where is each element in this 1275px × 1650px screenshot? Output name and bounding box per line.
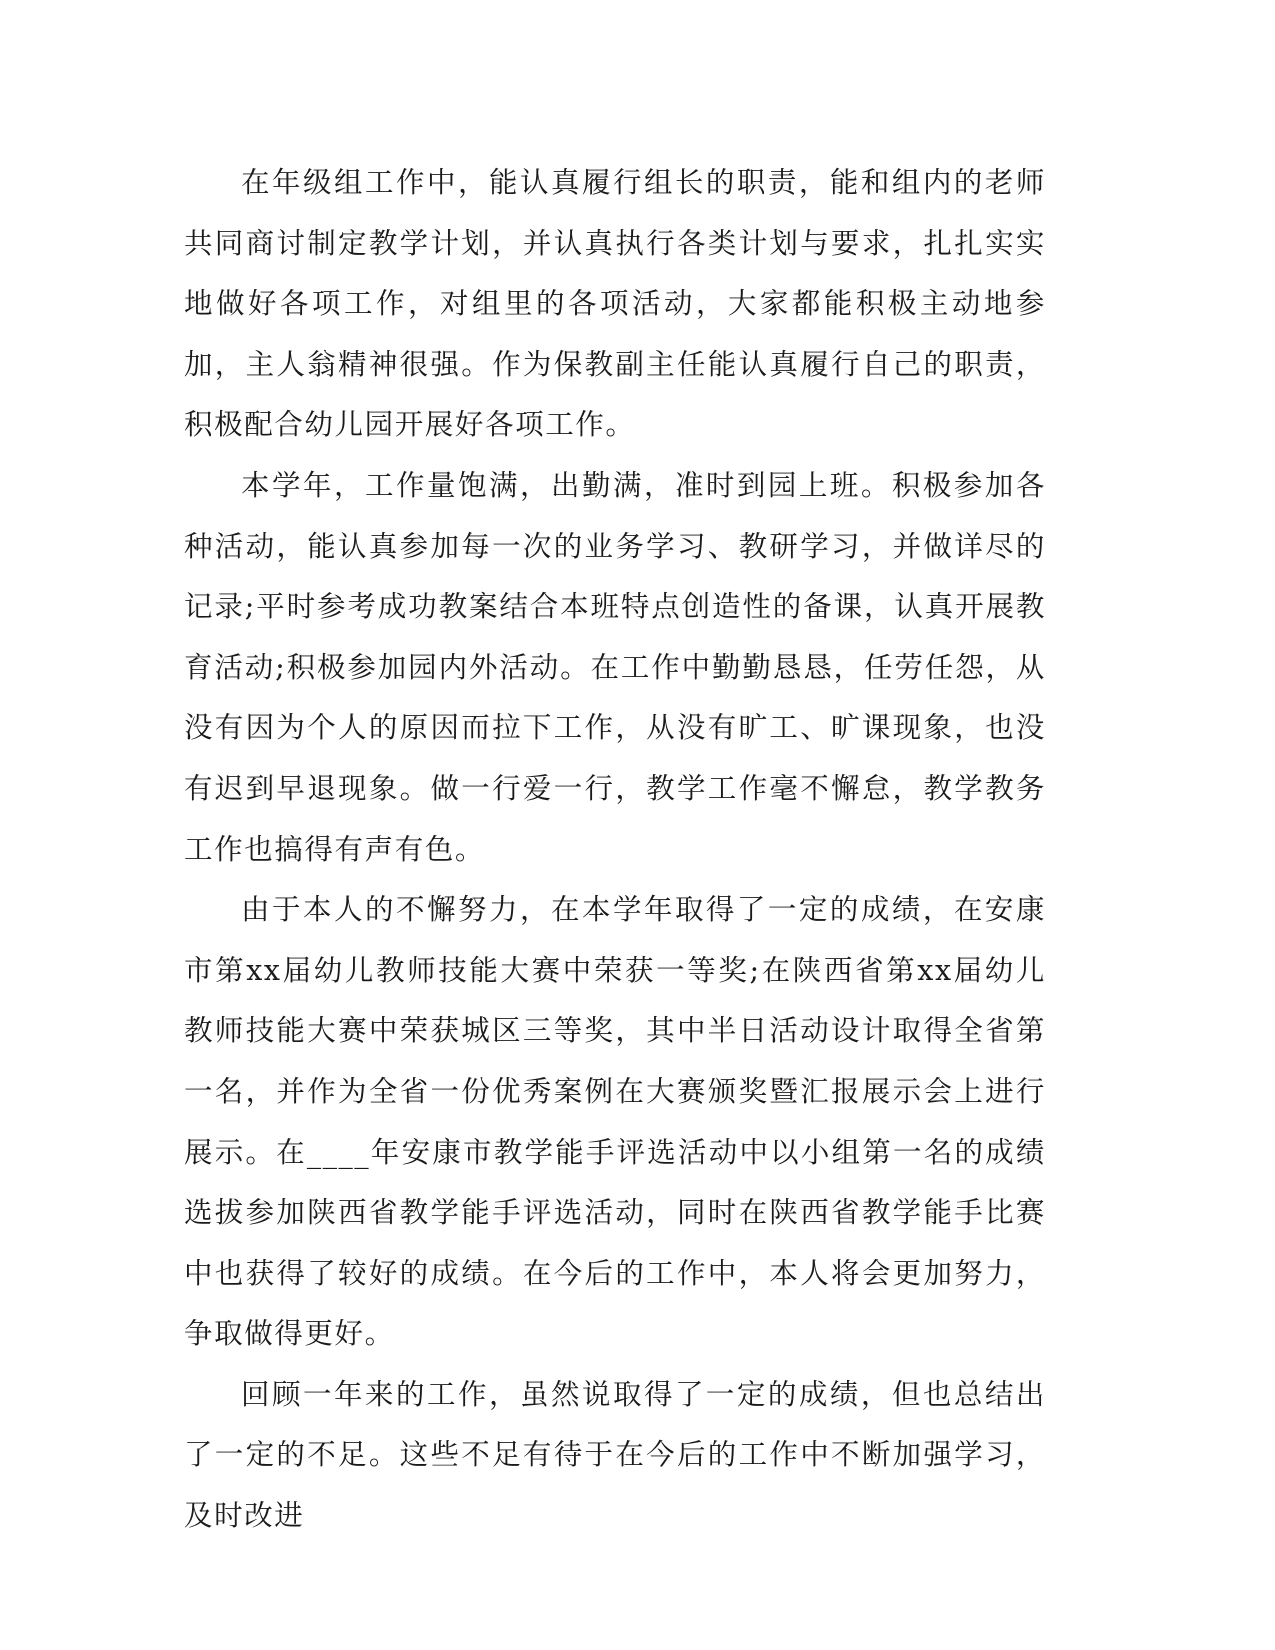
paragraph-shortcomings: 回顾一年来的工作，虽然说取得了一定的成绩，但也总结出了一定的不足。这些不足有待于在今后的工作中不断加强学习，及时改进: [184, 1377, 1046, 1533]
document-body: [184, 153, 1046, 1547]
paragraph-achievements: 由于本人的不懈努力，在本学年取得了一定的成绩，在安康市第xx届幼儿教师技能大赛中荣获一等奖;在陕西省第xx届幼儿教师技能大赛中荣获城区三等奖，其中半日活动设计取得全省第一名，并作为全省一份优秀案例在大赛颁奖暨汇报展示会上进行展示。在____年安康市教学能手评选活动中以小组第一名的成绩选拔参加陕西省教学能手评选活动，同时在陕西省教学能手比赛中也获得了较好的成绩。在今后的工作中，本人将会更加努力，争取做得更好。: [184, 893, 1046, 1351]
paragraph-grade-group-work: 在年级组工作中，能认真履行组长的职责，能和组内的老师共同商讨制定教学计划，并认真执行各类计划与要求，扎扎实实地做好各项工作，对组里的各项活动，大家都能积极主动地参加，主人翁精神很强。作为保教副主任能认真履行自己的职责，积极配合幼儿园开展好各项工作。: [184, 166, 1046, 442]
paragraph-attendance-and-duties: 本学年，工作量饱满，出勤满，准时到园上班。积极参加各种活动，能认真参加每一次的业务学习、教研学习，并做详尽的记录;平时参考成功教案结合本班特点创造性的备课，认真开展教育活动;积极参加园内外活动。在工作中勤勤恳恳，任劳任怨，从没有因为个人的原因而拉下工作，从没有旷工、旷课现象，也没有迟到早退现象。做一行爱一行，教学工作毫不懈怠，教学教务工作也搞得有声有色。: [184, 468, 1046, 866]
